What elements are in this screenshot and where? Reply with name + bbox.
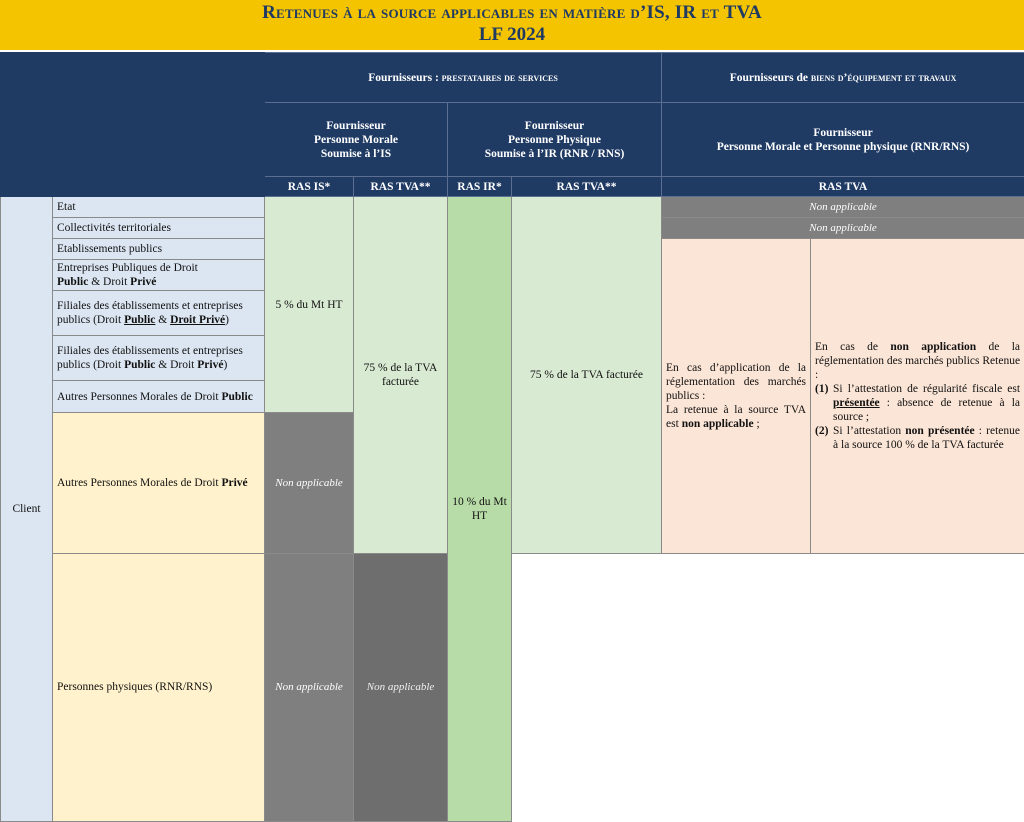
goods-public-right (811, 239, 1024, 554)
header-ras-tva-goods: RAS TVA (662, 177, 1024, 197)
row-filiales-2-c: & Droit (155, 359, 198, 371)
header-ras-tva-pp: RAS TVA** (512, 177, 662, 197)
row-filiales-1-e: ) (225, 314, 229, 326)
row-autres-public (53, 381, 265, 413)
client-label: Client (1, 197, 53, 822)
header-goods-sub: biens d’équipement et travaux (810, 71, 957, 84)
row-etat: Etat (53, 197, 265, 218)
row-entreprises (53, 260, 265, 291)
row-autres-prive-a: Autres Personnes Morales de Droit (57, 476, 222, 489)
header-pp-line2: Personne Physique (508, 133, 601, 146)
row-filiales-2-b: Public (124, 359, 156, 371)
header-pm-line3: Soumise à l’IS (320, 147, 392, 160)
goods-left-end: ; (753, 417, 760, 430)
row-physiques: Personnes physiques (RNR/RNS) (53, 553, 265, 821)
row-filiales-1-a: Filiales des établissements et entreprises publics (Droit (57, 300, 243, 326)
header-ras-ir: RAS IR* (448, 177, 512, 197)
goods-left-intro: En cas d’application de la réglementation des marchés publics : (666, 361, 807, 402)
goods-right-item-1-b: présentée (833, 396, 880, 409)
header-pp-line1: Fournisseur (524, 119, 585, 132)
goods-right-item-1 (815, 382, 1020, 424)
header-goods-label: Fournisseurs de (729, 71, 808, 84)
header-pm (265, 103, 448, 177)
goods-right-item-2-b: non présentée (905, 424, 975, 437)
row-collectivites: Collectivités territoriales (53, 218, 265, 239)
ras-is-autres-prive-non-applicable: Non applicable (265, 413, 354, 554)
ras-tva-pp-value: 75 % de la TVA facturée (512, 197, 662, 554)
row-filiales-1 (53, 291, 265, 336)
page-subtitle: LF 2024 (478, 24, 546, 45)
row-filiales-1-d: Droit Privé (170, 314, 226, 326)
header-pp-line3: Soumise à l’IR (RNR / RNS) (484, 147, 625, 160)
row-filiales-2-d: Privé (197, 359, 224, 371)
ras-tva-pm-physiques-non-applicable: Non applicable (354, 553, 448, 821)
row-filiales-2 (53, 336, 265, 381)
ras-tva-pm-value: 75 % de la TVA facturée (354, 197, 448, 554)
withholding-table (0, 52, 1024, 822)
header-pm-line1: Fournisseur (326, 119, 386, 132)
header-ras-is: RAS IS* (265, 177, 354, 197)
goods-left-emphasis: non applicable (681, 417, 754, 430)
goods-right-item-2-c: : retenue à la source 100 % de la TVA facturée (833, 424, 1021, 451)
page-title: Retenues à la source applicables en matière d’IS, IR et TVA (262, 2, 762, 23)
header-corner (1, 53, 265, 197)
header-services-label: Fournisseurs : (368, 71, 439, 84)
goods-right-item-1-a: Si l’attestation de régularité fiscale est (833, 382, 1021, 395)
goods-right-item-2 (815, 424, 1020, 452)
goods-collectivites-non-applicable: Non applicable (662, 218, 1024, 239)
title-banner (0, 0, 1024, 50)
header-pm-line2: Personne Morale (314, 133, 398, 146)
goods-right-intro-b: non application (890, 340, 977, 353)
goods-right-item-1-num: (1) (815, 382, 829, 395)
goods-right-intro-c: de la réglementation des marchés publics Retenue : (815, 340, 1021, 381)
ras-ir-value: 10 % du Mt HT (448, 197, 512, 822)
header-ras-tva-pm: RAS TVA** (354, 177, 448, 197)
goods-right-item-2-a: Si l’attestation (833, 424, 906, 437)
goods-right-item-2-num: (2) (815, 424, 829, 437)
row-autres-prive-b: Privé (221, 476, 248, 489)
row-autres-prive (53, 413, 265, 554)
goods-right-intro-a: En cas de (815, 340, 891, 353)
row-filiales-1-c: & (155, 314, 171, 326)
goods-left-text: La retenue à la source TVA est (666, 403, 807, 430)
header-both-line1: Fournisseur (813, 126, 873, 139)
row-entreprises-d: Privé (130, 276, 157, 288)
header-services-sub: prestataires de services (441, 71, 558, 84)
row-entreprises-c: & Droit (88, 276, 131, 288)
goods-etat-non-applicable: Non applicable (662, 197, 1024, 218)
ras-is-physiques-non-applicable: Non applicable (265, 553, 354, 821)
goods-public-left (662, 239, 811, 554)
goods-right-item-1-c: : absence de retenue à la source ; (833, 396, 1021, 423)
row-entreprises-a: Entreprises Publiques de Droit (57, 262, 198, 274)
header-pp (448, 103, 662, 177)
header-both-line2: Personne Morale et Personne physique (RNR/RNS) (716, 140, 970, 153)
row-autres-public-b: Public (221, 390, 253, 403)
ras-is-value: 5 % du Mt HT (265, 197, 354, 413)
row-filiales-1-b: Public (124, 314, 156, 326)
row-filiales-2-e: ) (223, 359, 228, 371)
goods-right-list (815, 382, 1020, 452)
row-autres-public-a: Autres Personnes Morales de Droit (57, 390, 222, 403)
header-services (265, 53, 662, 103)
header-goods (662, 53, 1024, 103)
row-filiales-2-a: Filiales des établissements et entreprises publics (Droit (57, 345, 243, 371)
header-both (662, 103, 1024, 177)
row-entreprises-b: Public (57, 276, 89, 288)
row-etablissements: Etablissements publics (53, 239, 265, 260)
